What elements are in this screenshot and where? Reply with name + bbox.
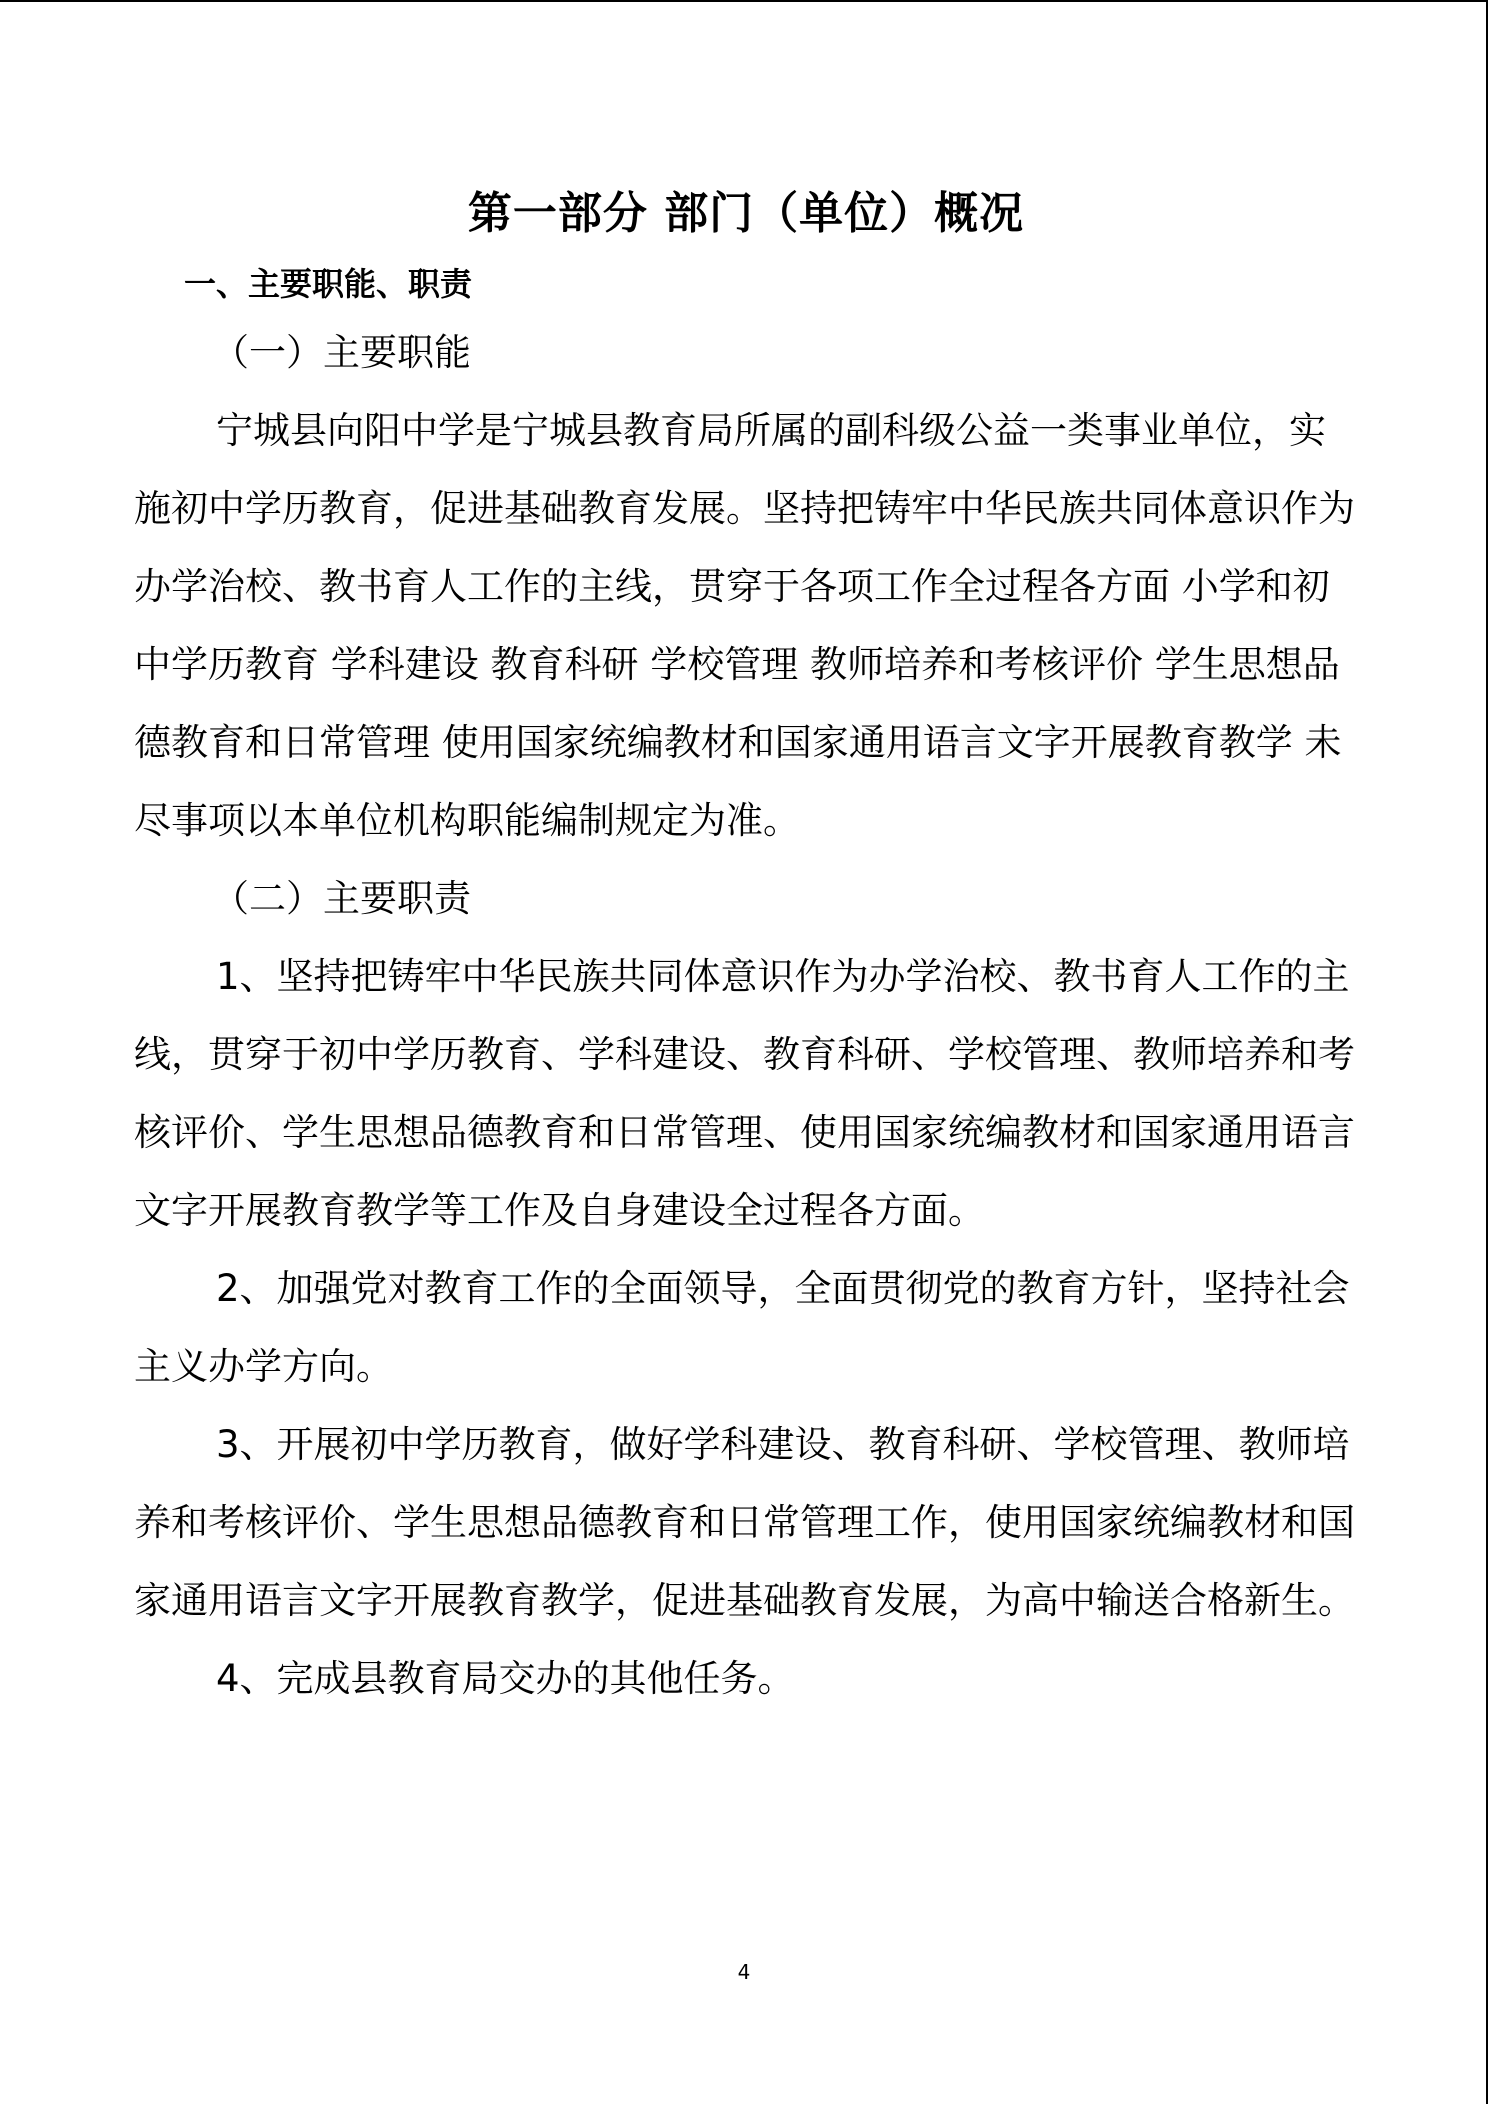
subsection-heading-duties: （二）主要职责 bbox=[212, 877, 471, 920]
duty-item-3: 3、开展初中学历教育，做好学科建设、教育科研、学校管理、教师培养和考核评价、学生思想品德教育和日常管理工作，使用国家统编教材和国家通用语言文字开展教育教学，促进基础教育发展，为高中输送合格新生。 bbox=[134, 1423, 1355, 1622]
page-top-border bbox=[0, 0, 1488, 2]
duty-item-1: 1、坚持把铸牢中华民族共同体意识作为办学治校、教书育人工作的主线，贯穿于初中学历教育、学科建设、教育科研、学校管理、教师培养和考核评价、学生思想品德教育和日常管理、使用国家统编教材和国家通用语言文字开展教育教学等工作及自身建设全过程各方面。 bbox=[134, 955, 1355, 1232]
page-number: 4 bbox=[737, 1960, 751, 1984]
page-title: 第一部分 部门（单位）概况 bbox=[467, 188, 1025, 239]
document-body bbox=[134, 180, 1358, 1718]
duty-item-4: 4、完成县教育局交办的其他任务。 bbox=[216, 1657, 795, 1700]
section-heading: 一、主要职能、职责 bbox=[184, 265, 473, 303]
functions-paragraph: 宁城县向阳中学是宁城县教育局所属的副科级公益一类事业单位，实施初中学历教育，促进基础教育发展。坚持把铸牢中华民族共同体意识作为办学治校、教书育人工作的主线，贯穿于各项工作全过程各方面 小学和初中学历教育 学科建设 教育科研 学校管理 教师培养和考核评价 学生思想品德教育和日常管理 使用国家统编教材和国家通用语言文字开展教育教学 未尽事项以本单位机构职能编制规定为准。 bbox=[134, 409, 1355, 842]
duty-item-2: 2、加强党对教育工作的全面领导，全面贯彻党的教育方针，坚持社会主义办学方向。 bbox=[134, 1267, 1350, 1388]
subsection-heading-functions: （一）主要职能 bbox=[212, 331, 471, 374]
